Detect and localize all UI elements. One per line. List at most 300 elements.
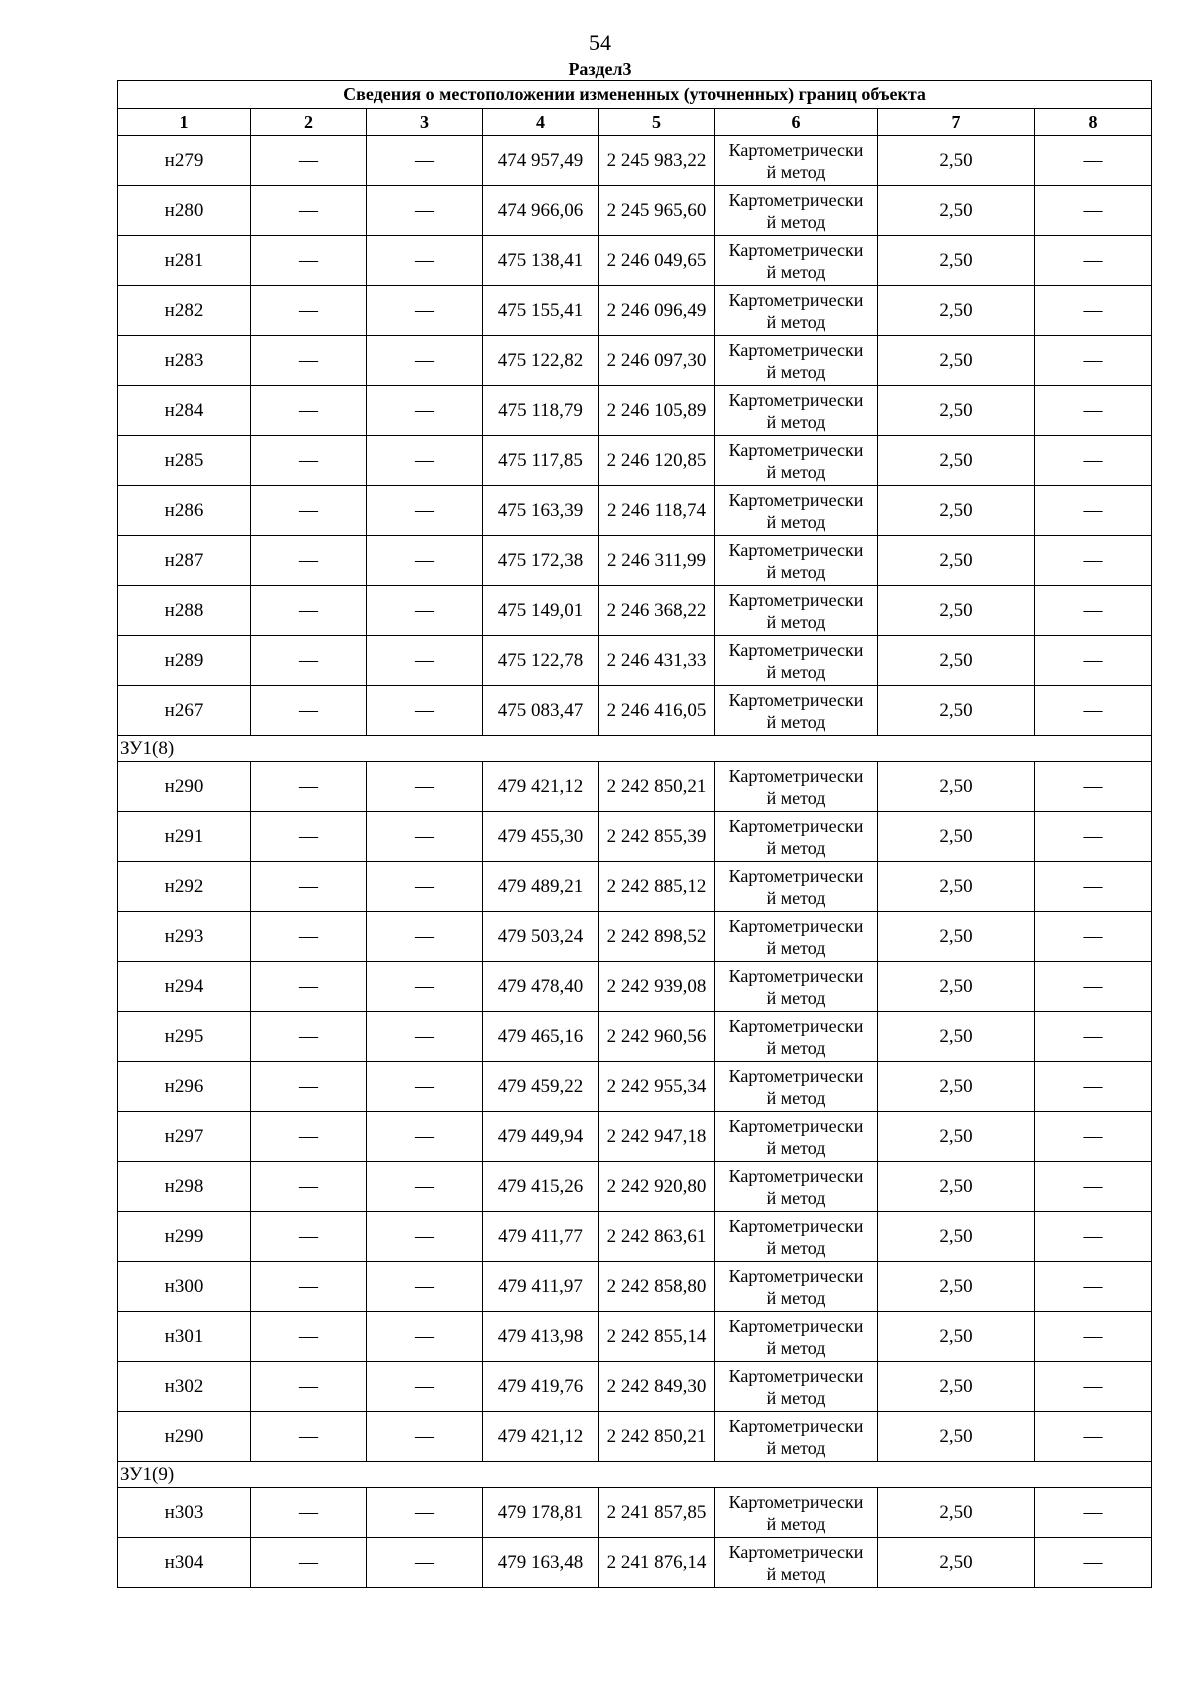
group-header-row <box>118 1462 1152 1488</box>
coord-y-cell: 2 246 368,22 <box>599 586 715 636</box>
empty-dash-cell: — <box>367 812 483 862</box>
method-line-1: Картометрически <box>728 1415 864 1436</box>
coord-y-cell: 2 241 857,85 <box>599 1488 715 1538</box>
table-row <box>118 1212 1152 1262</box>
method-cell <box>715 386 878 436</box>
coord-x-cell: 479 421,12 <box>483 1412 599 1462</box>
coord-y-cell: 2 242 885,12 <box>599 862 715 912</box>
table-row <box>118 1262 1152 1312</box>
column-number: 7 <box>878 109 1035 136</box>
accuracy-cell: 2,50 <box>878 1012 1035 1062</box>
method-line-1: Картометрически <box>728 915 864 936</box>
method-cell <box>715 1012 878 1062</box>
table-row <box>118 1162 1152 1212</box>
table-row <box>118 1362 1152 1412</box>
accuracy-cell: 2,50 <box>878 1538 1035 1588</box>
empty-dash-cell: — <box>367 586 483 636</box>
table-row <box>118 536 1152 586</box>
accuracy-cell: 2,50 <box>878 436 1035 486</box>
empty-dash-cell: — <box>1035 912 1152 962</box>
point-name-cell: н279 <box>118 136 251 186</box>
coord-x-cell: 479 465,16 <box>483 1012 599 1062</box>
empty-dash-cell: — <box>251 136 367 186</box>
coord-x-cell: 475 138,41 <box>483 236 599 286</box>
coord-x-cell: 475 172,38 <box>483 536 599 586</box>
empty-dash-cell: — <box>1035 436 1152 486</box>
empty-dash-cell: — <box>367 1538 483 1588</box>
point-name-cell: н298 <box>118 1162 251 1212</box>
column-number: 1 <box>118 109 251 136</box>
empty-dash-cell: — <box>251 536 367 586</box>
point-name-cell: н280 <box>118 186 251 236</box>
table-caption: Сведения о местоположении измененных (уточненных) границ объекта <box>118 81 1152 109</box>
method-line-2: й метод <box>766 1037 826 1058</box>
table-row <box>118 1488 1152 1538</box>
table-row <box>118 586 1152 636</box>
accuracy-cell: 2,50 <box>878 586 1035 636</box>
point-name-cell: н295 <box>118 1012 251 1062</box>
coordinates-table <box>117 80 1152 1588</box>
method-cell <box>715 1412 878 1462</box>
method-line-1: Картометрически <box>728 1065 864 1086</box>
method-line-1: Картометрически <box>728 1015 864 1036</box>
method-line-1: Картометрически <box>728 189 864 210</box>
accuracy-cell: 2,50 <box>878 1162 1035 1212</box>
coord-x-cell: 479 503,24 <box>483 912 599 962</box>
method-line-1: Картометрически <box>728 1541 864 1562</box>
table-row <box>118 186 1152 236</box>
coord-y-cell: 2 242 849,30 <box>599 1362 715 1412</box>
method-line-2: й метод <box>766 1187 826 1208</box>
coord-x-cell: 479 411,77 <box>483 1212 599 1262</box>
empty-dash-cell: — <box>367 1212 483 1262</box>
table-row <box>118 636 1152 686</box>
method-line-2: й метод <box>766 211 826 232</box>
method-line-2: й метод <box>766 937 826 958</box>
coord-y-cell: 2 241 876,14 <box>599 1538 715 1588</box>
method-cell <box>715 686 878 736</box>
empty-dash-cell: — <box>1035 1538 1152 1588</box>
coord-y-cell: 2 242 850,21 <box>599 1412 715 1462</box>
method-cell <box>715 536 878 586</box>
empty-dash-cell: — <box>251 962 367 1012</box>
method-line-1: Картометрически <box>728 1215 864 1236</box>
method-line-2: й метод <box>766 787 826 808</box>
empty-dash-cell: — <box>367 762 483 812</box>
coord-x-cell: 479 415,26 <box>483 1162 599 1212</box>
point-name-cell: н304 <box>118 1538 251 1588</box>
empty-dash-cell: — <box>251 1012 367 1062</box>
table-row <box>118 1312 1152 1362</box>
method-line-1: Картометрически <box>728 339 864 360</box>
method-line-2: й метод <box>766 161 826 182</box>
method-cell <box>715 336 878 386</box>
table-row <box>118 386 1152 436</box>
accuracy-cell: 2,50 <box>878 912 1035 962</box>
table-row <box>118 1412 1152 1462</box>
empty-dash-cell: — <box>1035 1412 1152 1462</box>
table-row <box>118 486 1152 536</box>
table-row <box>118 286 1152 336</box>
empty-dash-cell: — <box>251 486 367 536</box>
empty-dash-cell: — <box>1035 1112 1152 1162</box>
coord-x-cell: 479 421,12 <box>483 762 599 812</box>
empty-dash-cell: — <box>251 686 367 736</box>
empty-dash-cell: — <box>367 436 483 486</box>
coord-y-cell: 2 246 096,49 <box>599 286 715 336</box>
coord-y-cell: 2 246 049,65 <box>599 236 715 286</box>
method-line-1: Картометрически <box>728 1115 864 1136</box>
column-number: 5 <box>599 109 715 136</box>
method-line-2: й метод <box>766 461 826 482</box>
accuracy-cell: 2,50 <box>878 1112 1035 1162</box>
empty-dash-cell: — <box>251 1112 367 1162</box>
coord-y-cell: 2 246 105,89 <box>599 386 715 436</box>
empty-dash-cell: — <box>367 286 483 336</box>
empty-dash-cell: — <box>367 186 483 236</box>
point-name-cell: н290 <box>118 762 251 812</box>
method-line-1: Картометрически <box>728 765 864 786</box>
table-row <box>118 336 1152 386</box>
method-line-1: Картометрически <box>728 489 864 510</box>
coord-x-cell: 479 163,48 <box>483 1538 599 1588</box>
empty-dash-cell: — <box>251 912 367 962</box>
method-line-2: й метод <box>766 661 826 682</box>
accuracy-cell: 2,50 <box>878 286 1035 336</box>
empty-dash-cell: — <box>367 1262 483 1312</box>
method-line-2: й метод <box>766 1237 826 1258</box>
method-line-1: Картометрически <box>728 239 864 260</box>
method-line-2: й метод <box>766 411 826 432</box>
empty-dash-cell: — <box>367 912 483 962</box>
method-cell <box>715 862 878 912</box>
empty-dash-cell: — <box>1035 686 1152 736</box>
coord-y-cell: 2 246 118,74 <box>599 486 715 536</box>
coord-y-cell: 2 246 120,85 <box>599 436 715 486</box>
point-name-cell: н299 <box>118 1212 251 1262</box>
empty-dash-cell: — <box>367 1362 483 1412</box>
coord-y-cell: 2 246 097,30 <box>599 336 715 386</box>
method-cell <box>715 1538 878 1588</box>
point-name-cell: н284 <box>118 386 251 436</box>
column-number: 3 <box>367 109 483 136</box>
empty-dash-cell: — <box>251 386 367 436</box>
point-name-cell: н267 <box>118 686 251 736</box>
method-cell <box>715 1212 878 1262</box>
coord-x-cell: 479 489,21 <box>483 862 599 912</box>
empty-dash-cell: — <box>1035 1362 1152 1412</box>
method-cell <box>715 1062 878 1112</box>
empty-dash-cell: — <box>1035 1212 1152 1262</box>
method-line-1: Картометрически <box>728 1165 864 1186</box>
empty-dash-cell: — <box>1035 962 1152 1012</box>
empty-dash-cell: — <box>251 286 367 336</box>
point-name-cell: н281 <box>118 236 251 286</box>
accuracy-cell: 2,50 <box>878 1362 1035 1412</box>
method-cell <box>715 436 878 486</box>
point-name-cell: н294 <box>118 962 251 1012</box>
empty-dash-cell: — <box>251 1412 367 1462</box>
empty-dash-cell: — <box>1035 1012 1152 1062</box>
point-name-cell: н289 <box>118 636 251 686</box>
coord-y-cell: 2 242 858,80 <box>599 1262 715 1312</box>
empty-dash-cell: — <box>367 1112 483 1162</box>
empty-dash-cell: — <box>1035 762 1152 812</box>
empty-dash-cell: — <box>251 436 367 486</box>
page-number: 54 <box>589 30 611 55</box>
method-line-1: Картометрически <box>728 139 864 160</box>
empty-dash-cell: — <box>367 686 483 736</box>
group-label: ЗУ1(9) <box>118 1462 1152 1488</box>
table-row <box>118 762 1152 812</box>
empty-dash-cell: — <box>251 336 367 386</box>
table-row <box>118 1012 1152 1062</box>
coord-y-cell: 2 242 939,08 <box>599 962 715 1012</box>
empty-dash-cell: — <box>367 486 483 536</box>
point-name-cell: н292 <box>118 862 251 912</box>
method-line-2: й метод <box>766 311 826 332</box>
point-name-cell: н291 <box>118 812 251 862</box>
empty-dash-cell: — <box>251 812 367 862</box>
table-row <box>118 436 1152 486</box>
method-line-2: й метод <box>766 1437 826 1458</box>
accuracy-cell: 2,50 <box>878 862 1035 912</box>
table-row <box>118 962 1152 1012</box>
accuracy-cell: 2,50 <box>878 186 1035 236</box>
point-name-cell: н301 <box>118 1312 251 1362</box>
coord-y-cell: 2 242 898,52 <box>599 912 715 962</box>
method-cell <box>715 586 878 636</box>
method-line-1: Картометрически <box>728 1265 864 1286</box>
empty-dash-cell: — <box>251 862 367 912</box>
coord-x-cell: 475 118,79 <box>483 386 599 436</box>
empty-dash-cell: — <box>251 1162 367 1212</box>
method-line-2: й метод <box>766 361 826 382</box>
method-cell <box>715 136 878 186</box>
empty-dash-cell: — <box>1035 236 1152 286</box>
accuracy-cell: 2,50 <box>878 1412 1035 1462</box>
method-line-1: Картометрически <box>728 589 864 610</box>
empty-dash-cell: — <box>1035 286 1152 336</box>
empty-dash-cell: — <box>367 236 483 286</box>
empty-dash-cell: — <box>251 636 367 686</box>
method-line-2: й метод <box>766 987 826 1008</box>
empty-dash-cell: — <box>251 236 367 286</box>
coord-x-cell: 479 449,94 <box>483 1112 599 1162</box>
method-cell <box>715 1488 878 1538</box>
accuracy-cell: 2,50 <box>878 636 1035 686</box>
method-line-1: Картометрически <box>728 1491 864 1512</box>
empty-dash-cell: — <box>251 1262 367 1312</box>
method-cell <box>715 762 878 812</box>
method-line-1: Картометрически <box>728 639 864 660</box>
empty-dash-cell: — <box>251 186 367 236</box>
point-name-cell: н303 <box>118 1488 251 1538</box>
empty-dash-cell: — <box>1035 186 1152 236</box>
coord-x-cell: 479 459,22 <box>483 1062 599 1112</box>
coord-y-cell: 2 246 431,33 <box>599 636 715 686</box>
method-line-1: Картометрически <box>728 439 864 460</box>
empty-dash-cell: — <box>1035 386 1152 436</box>
method-line-2: й метод <box>766 261 826 282</box>
column-number: 6 <box>715 109 878 136</box>
method-cell <box>715 912 878 962</box>
empty-dash-cell: — <box>1035 862 1152 912</box>
accuracy-cell: 2,50 <box>878 686 1035 736</box>
method-cell <box>715 1312 878 1362</box>
empty-dash-cell: — <box>367 962 483 1012</box>
coord-y-cell: 2 246 311,99 <box>599 536 715 586</box>
table-row <box>118 136 1152 186</box>
coord-y-cell: 2 242 920,80 <box>599 1162 715 1212</box>
accuracy-cell: 2,50 <box>878 1488 1035 1538</box>
method-line-1: Картометрически <box>728 865 864 886</box>
empty-dash-cell: — <box>251 762 367 812</box>
table-row <box>118 912 1152 962</box>
coord-x-cell: 479 419,76 <box>483 1362 599 1412</box>
method-line-2: й метод <box>766 887 826 908</box>
empty-dash-cell: — <box>251 1362 367 1412</box>
empty-dash-cell: — <box>367 1162 483 1212</box>
coord-x-cell: 474 966,06 <box>483 186 599 236</box>
empty-dash-cell: — <box>251 1062 367 1112</box>
point-name-cell: н296 <box>118 1062 251 1112</box>
accuracy-cell: 2,50 <box>878 1262 1035 1312</box>
coord-x-cell: 479 478,40 <box>483 962 599 1012</box>
point-name-cell: н288 <box>118 586 251 636</box>
coord-x-cell: 475 117,85 <box>483 436 599 486</box>
method-line-2: й метод <box>766 837 826 858</box>
point-name-cell: н287 <box>118 536 251 586</box>
point-name-cell: н282 <box>118 286 251 336</box>
coord-x-cell: 479 178,81 <box>483 1488 599 1538</box>
accuracy-cell: 2,50 <box>878 962 1035 1012</box>
table-row <box>118 862 1152 912</box>
empty-dash-cell: — <box>367 386 483 436</box>
empty-dash-cell: — <box>367 1488 483 1538</box>
column-number: 8 <box>1035 109 1152 136</box>
method-cell <box>715 1362 878 1412</box>
table-row <box>118 236 1152 286</box>
method-line-2: й метод <box>766 1087 826 1108</box>
accuracy-cell: 2,50 <box>878 1312 1035 1362</box>
method-line-1: Картометрически <box>728 389 864 410</box>
coord-x-cell: 475 163,39 <box>483 486 599 536</box>
accuracy-cell: 2,50 <box>878 536 1035 586</box>
method-cell <box>715 286 878 336</box>
empty-dash-cell: — <box>1035 636 1152 686</box>
empty-dash-cell: — <box>367 536 483 586</box>
empty-dash-cell: — <box>251 586 367 636</box>
coord-x-cell: 475 149,01 <box>483 586 599 636</box>
accuracy-cell: 2,50 <box>878 136 1035 186</box>
accuracy-cell: 2,50 <box>878 236 1035 286</box>
accuracy-cell: 2,50 <box>878 486 1035 536</box>
empty-dash-cell: — <box>367 336 483 386</box>
empty-dash-cell: — <box>1035 486 1152 536</box>
coord-y-cell: 2 242 850,21 <box>599 762 715 812</box>
empty-dash-cell: — <box>251 1212 367 1262</box>
method-line-1: Картометрически <box>728 689 864 710</box>
method-line-1: Картометрически <box>728 1365 864 1386</box>
table-row <box>118 686 1152 736</box>
empty-dash-cell: — <box>1035 1262 1152 1312</box>
method-cell <box>715 1112 878 1162</box>
method-line-1: Картометрически <box>728 965 864 986</box>
point-name-cell: н286 <box>118 486 251 536</box>
coord-y-cell: 2 242 855,14 <box>599 1312 715 1362</box>
empty-dash-cell: — <box>1035 1312 1152 1362</box>
table-body <box>118 136 1152 1588</box>
empty-dash-cell: — <box>367 1412 483 1462</box>
empty-dash-cell: — <box>1035 586 1152 636</box>
section-title: Раздел3 <box>568 59 632 79</box>
accuracy-cell: 2,50 <box>878 1062 1035 1112</box>
table-row <box>118 812 1152 862</box>
method-line-2: й метод <box>766 1513 826 1534</box>
accuracy-cell: 2,50 <box>878 1212 1035 1262</box>
coord-x-cell: 475 083,47 <box>483 686 599 736</box>
method-line-2: й метод <box>766 1137 826 1158</box>
coord-x-cell: 475 122,78 <box>483 636 599 686</box>
method-cell <box>715 1262 878 1312</box>
method-line-1: Картометрически <box>728 539 864 560</box>
accuracy-cell: 2,50 <box>878 386 1035 436</box>
accuracy-cell: 2,50 <box>878 812 1035 862</box>
method-line-1: Картометрически <box>728 289 864 310</box>
coord-x-cell: 479 411,97 <box>483 1262 599 1312</box>
coord-y-cell: 2 246 416,05 <box>599 686 715 736</box>
empty-dash-cell: — <box>367 1062 483 1112</box>
method-cell <box>715 186 878 236</box>
point-name-cell: н285 <box>118 436 251 486</box>
table-row <box>118 1062 1152 1112</box>
empty-dash-cell: — <box>367 136 483 186</box>
group-header-row <box>118 736 1152 762</box>
empty-dash-cell: — <box>251 1488 367 1538</box>
point-name-cell: н297 <box>118 1112 251 1162</box>
coord-y-cell: 2 242 955,34 <box>599 1062 715 1112</box>
method-line-2: й метод <box>766 711 826 732</box>
table-row <box>118 1538 1152 1588</box>
empty-dash-cell: — <box>367 1312 483 1362</box>
method-cell <box>715 1162 878 1212</box>
method-cell <box>715 486 878 536</box>
empty-dash-cell: — <box>1035 812 1152 862</box>
column-number: 4 <box>483 109 599 136</box>
method-line-2: й метод <box>766 1337 826 1358</box>
coord-y-cell: 2 242 863,61 <box>599 1212 715 1262</box>
method-line-1: Картометрически <box>728 815 864 836</box>
method-line-2: й метод <box>766 1563 826 1584</box>
coord-y-cell: 2 245 983,22 <box>599 136 715 186</box>
method-cell <box>715 962 878 1012</box>
coord-x-cell: 479 413,98 <box>483 1312 599 1362</box>
coord-y-cell: 2 245 965,60 <box>599 186 715 236</box>
coord-x-cell: 479 455,30 <box>483 812 599 862</box>
point-name-cell: н300 <box>118 1262 251 1312</box>
empty-dash-cell: — <box>1035 136 1152 186</box>
empty-dash-cell: — <box>1035 1062 1152 1112</box>
coord-y-cell: 2 242 855,39 <box>599 812 715 862</box>
point-name-cell: н293 <box>118 912 251 962</box>
method-line-2: й метод <box>766 561 826 582</box>
column-number-row <box>118 109 1152 136</box>
method-cell <box>715 636 878 686</box>
group-label: ЗУ1(8) <box>118 736 1152 762</box>
empty-dash-cell: — <box>367 862 483 912</box>
coord-x-cell: 475 122,82 <box>483 336 599 386</box>
